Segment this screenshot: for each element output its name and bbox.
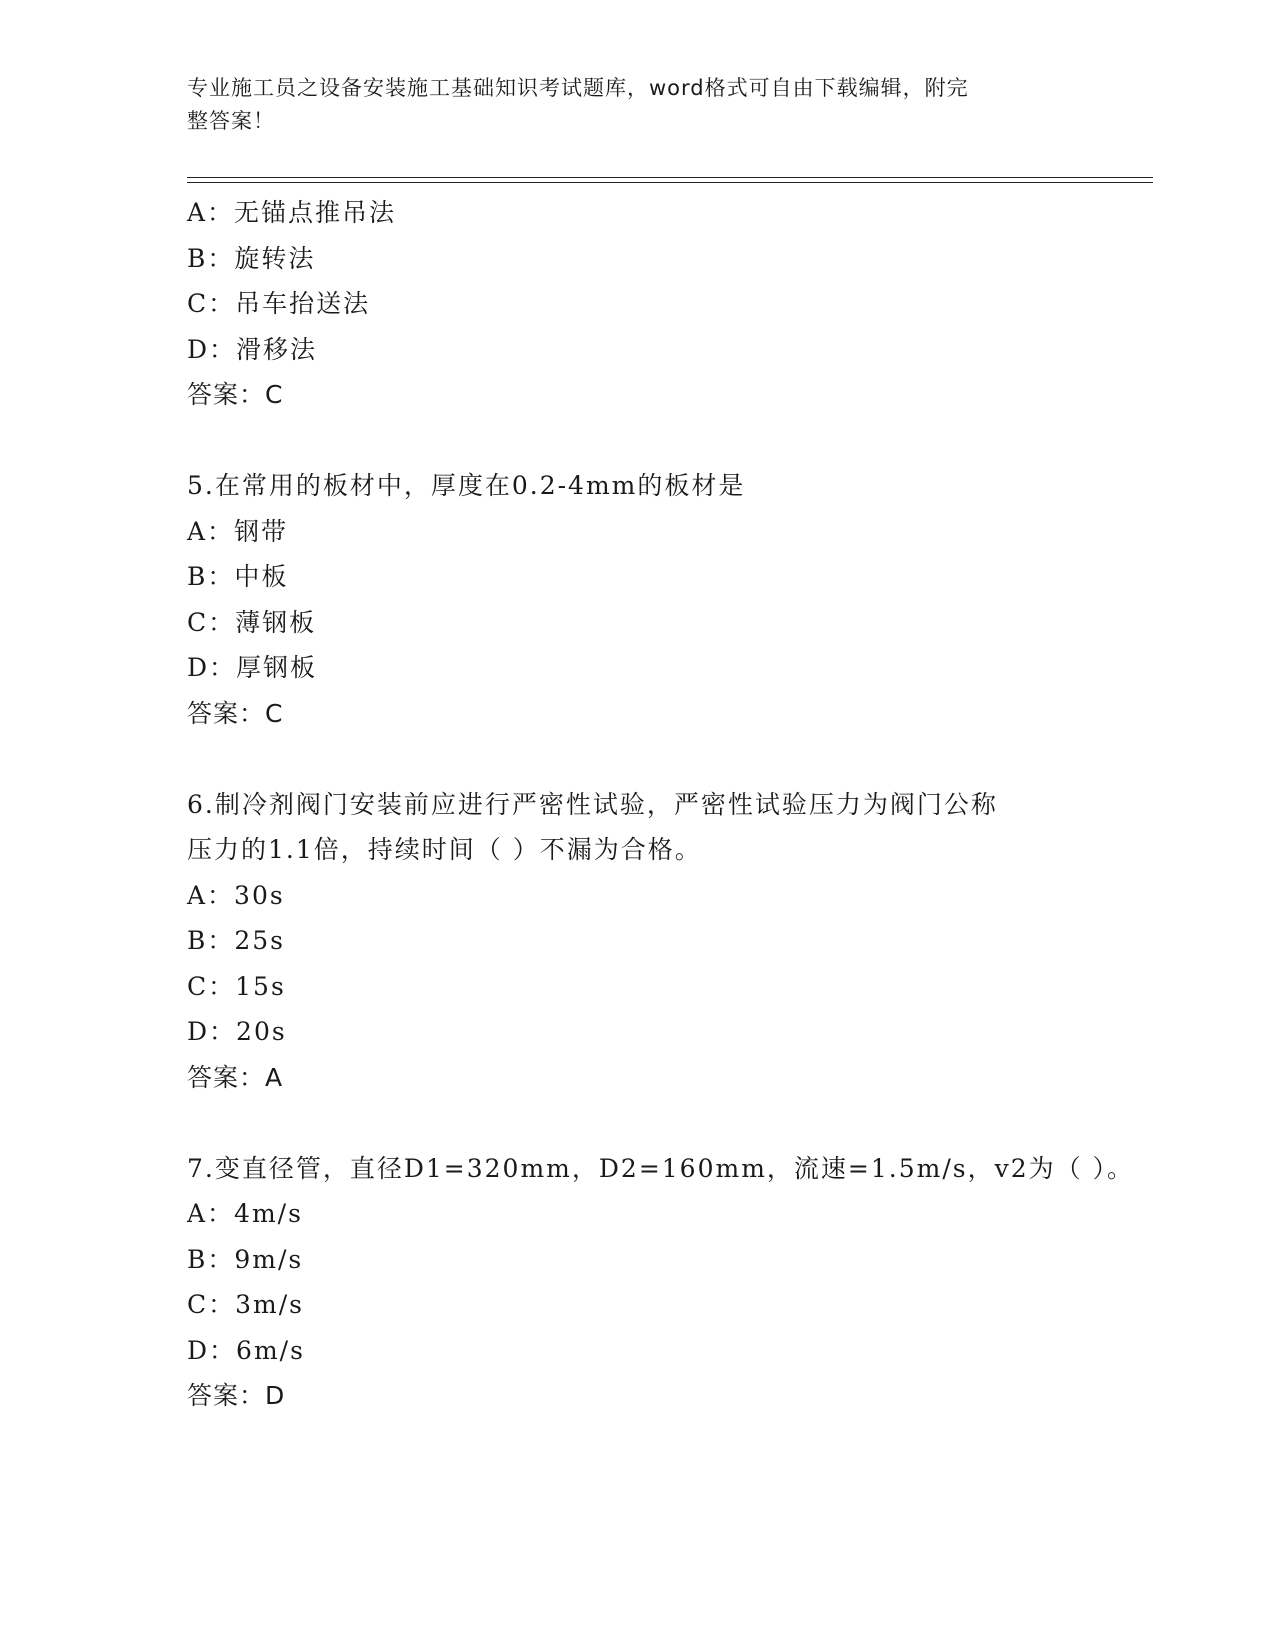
option-c: C：15s xyxy=(187,971,286,1001)
option-c: C：薄钢板 xyxy=(187,607,317,637)
option-a: A：30s xyxy=(187,880,285,910)
option-c: C：吊车抬送法 xyxy=(187,289,371,318)
question-stem-line-2: 压力的1.1倍，持续时间（ ）不漏为合格。 xyxy=(187,835,702,864)
option-d: D：厚钢板 xyxy=(187,653,318,682)
spacer xyxy=(187,418,1087,464)
question-6 xyxy=(187,782,1087,1101)
answer-line: 答案：C xyxy=(187,698,284,728)
document-header xyxy=(187,72,1067,138)
spacer xyxy=(187,1100,1087,1146)
answer-line: 答案：D xyxy=(187,1381,286,1410)
option-b: B：25s xyxy=(187,926,286,955)
option-a: A：无锚点推吊法 xyxy=(187,198,397,227)
spacer xyxy=(187,736,1087,782)
question-7 xyxy=(187,1146,1135,1419)
option-a: A：钢带 xyxy=(187,516,289,546)
question-list xyxy=(187,190,1135,1419)
option-c: C：3m/s xyxy=(187,1290,304,1319)
option-a: A：4m/s xyxy=(187,1199,303,1228)
question-stem-line-1: 6.制冷剂阀门安装前应进行严密性试验，严密性试验压力为阀门公称 xyxy=(187,789,998,819)
question-stem: 7.变直径管，直径D1=320mm，D2=160mm，流速=1.5m/s，v2为（ ）。 xyxy=(187,1153,1135,1183)
option-d: D：20s xyxy=(187,1017,287,1046)
header-line-2: 整答案！ xyxy=(187,109,275,133)
option-d: D：滑移法 xyxy=(187,334,318,364)
header-divider-bottom xyxy=(187,182,1153,183)
header-divider-top xyxy=(187,177,1153,178)
question-stem: 5.在常用的板材中，厚度在0.2-4mm的板材是 xyxy=(187,471,746,500)
question-5 xyxy=(187,463,1087,736)
option-b: B：9m/s xyxy=(187,1244,304,1274)
answer-line: 答案：C xyxy=(187,380,284,409)
answer-line: 答案：A xyxy=(187,1062,284,1092)
question-4-partial xyxy=(187,190,1087,418)
header-line-1: 专业施工员之设备安装施工基础知识考试题库，word格式可自由下载编辑，附完 xyxy=(187,76,969,100)
option-b: B：中板 xyxy=(187,562,289,591)
option-d: D：6m/s xyxy=(187,1335,305,1365)
option-b: B：旋转法 xyxy=(187,243,316,273)
